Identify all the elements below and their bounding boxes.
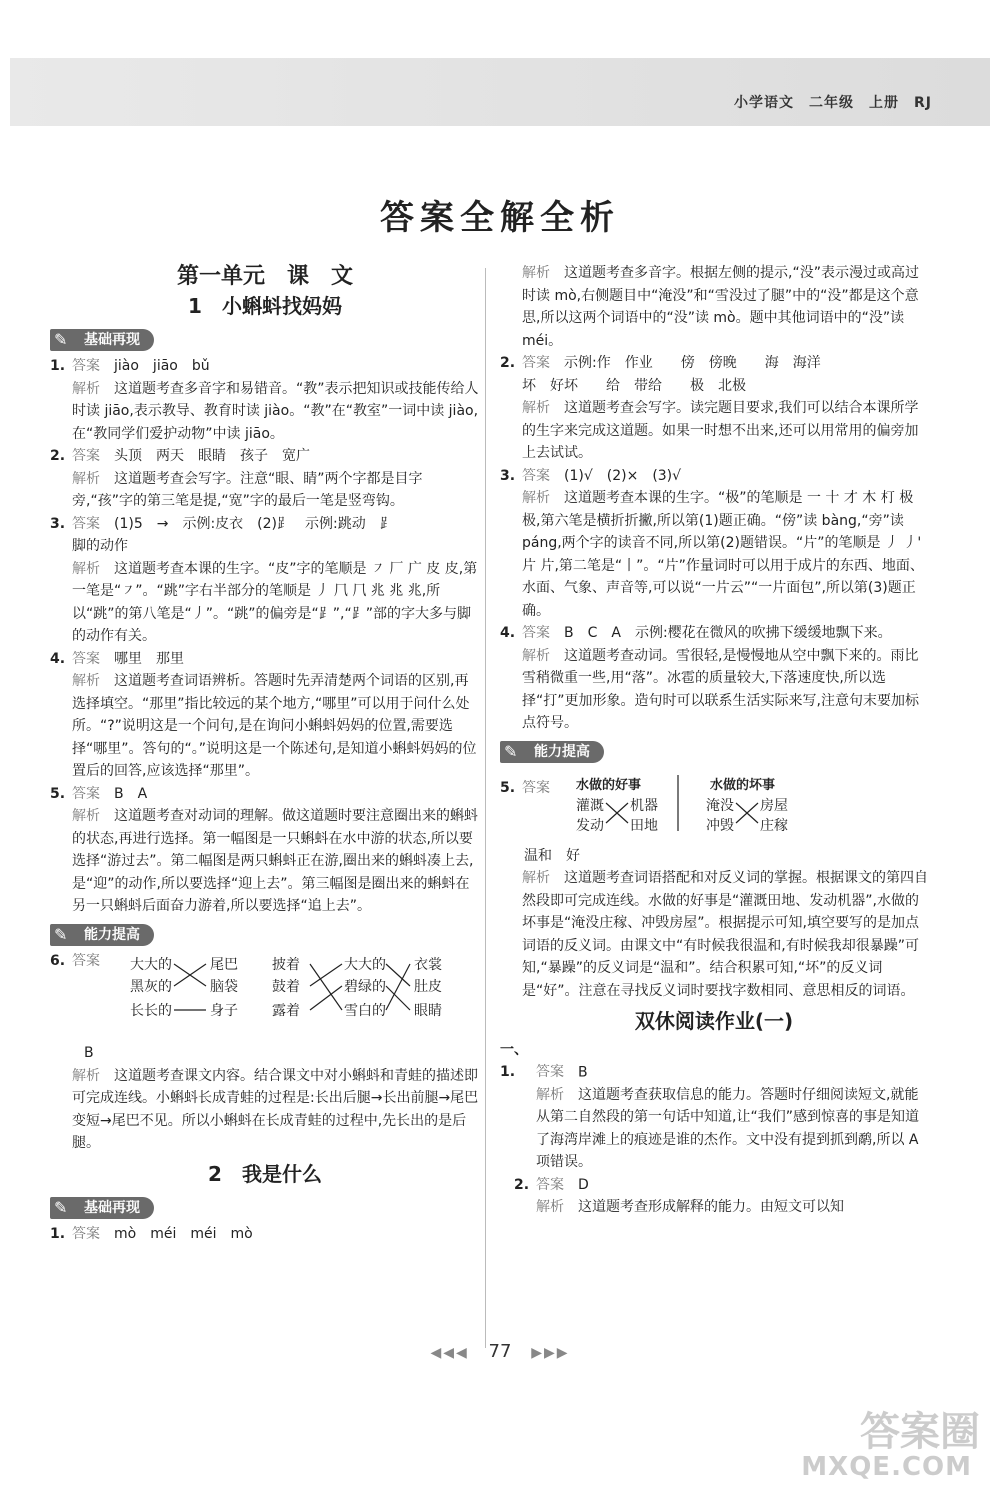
subject-line: 小学语文 二年级 上册 RJ (734, 95, 932, 111)
reading-analysis-2: 解析 这道题考查形成解释的能力。由短文可以知 (536, 1199, 844, 1215)
answer-6-cont: B (84, 1045, 94, 1061)
r-question-2: 2. 答案 示例:作 作业 傍 傍晚 海 海洋 (500, 355, 821, 371)
match-word: 露着 (272, 1003, 300, 1019)
prev-arrows-icon: ◀◀◀ (430, 1345, 469, 1361)
match-word: 眼睛 (414, 1003, 442, 1019)
match-word: 碧绿的 (344, 979, 386, 995)
question-4: 4. 答案 哪里 那里 (50, 650, 184, 667)
analysis-3: 解析 这道题考查本课的生字。“皮”字的笔顺是 ㇇ 厂 广 皮 皮,第一笔是“㇇”。“跳”字右半部分的笔顺是 丿 ⺇ ⺇ 兆 兆 兆,所以“跳”的第八笔是“丿”。“跳”的偏旁是“⻊”,“⻊”部的字大多与脚的动作有关。 (72, 560, 478, 644)
r-question-4: 4. 答案 B C A 示例:樱花在微风的吹拂下缓缓地飘下来。 (500, 625, 892, 641)
match-word: 衣裳 (414, 957, 442, 973)
match-word: 身子 (210, 1003, 238, 1019)
r-analysis-5: 解析 这道题考查词语搭配和对反义词的掌握。根据课文的第四自然段即可完成连线。水做的好事是“灌溉田地、发动机器”,水做的坏事是“淹没庄稼、冲毁房屋”。根据提示可知,填空要写的是加点词语的反义词。由课文中“有时候我很温和,有时候我却很暴躁”可知,“暴躁”的反义词是“温和”。结合积累可知,“坏”的反义词是“好”。注意在寻找反义词时要找字数相同、意思相反的词语。 (522, 870, 928, 999)
pen-icon: ✎ (54, 330, 68, 349)
analysis-r0: 解析 这道题考查多音字。根据左侧的提示,“没”表示漫过或高过时读 mò,右侧题目中“淹没”和“雪没过了腿”中的“没”都是这个意思,所以这两个词语中的“没”读 mò。题中其他词语中的“没”读 méi。 (522, 265, 919, 349)
pen-icon: ✎ (54, 1198, 68, 1217)
matching-diagram-6 (130, 954, 480, 1040)
answer-3-cont: 脚的动作 (72, 538, 128, 554)
watermark-url: MXQE.COM (801, 1452, 972, 1482)
r-question-3: 3. 答案 (1)√ (2)× (3)√ (500, 467, 682, 484)
match-word: 黑灰的 (130, 979, 172, 995)
match-word: 雪白的 (344, 1003, 386, 1019)
question-1: 1. 答案 jiào jiāo bǔ (50, 358, 210, 374)
tag-ability-2: ✎ 能力提高 (500, 741, 604, 763)
reading-question-1: 一、1. 答案 B (500, 1041, 588, 1080)
match-word: 脑袋 (210, 979, 238, 995)
r-analysis-3: 解析 这道题考查本课的生字。“极”的笔顺是 一 十 才 木 朾 极 极,第六笔是横折折撇,所以第(1)题正确。“傍”读 bàng,“旁”读 páng,两个字的读音不同,所以第(2)题错误。“片”的笔顺是 丿 丿' 片 片,第二笔是“丨”。“片”作量词时可以用于成片的东西、地面、水面、气象、声音等,可以说“一片云”“一片面包”,所以第(3)题正确。 (522, 490, 924, 619)
watermark-logo: 答案圈 (860, 1409, 980, 1455)
match-word: 鼓着 (272, 979, 300, 995)
question-6: 6. 答案 (50, 952, 100, 969)
pen-icon: ✎ (504, 741, 518, 761)
column-divider (485, 268, 486, 1348)
r-analysis-2: 解析 这道题考查会写字。读完题目要求,我们可以结合本课所学的生字来完成这道题。如果一时想不出来,还可以用常用的偏旁加上去试试。 (522, 400, 919, 461)
question-2: 2. 答案 头顶 两天 眼睛 孩子 宽广 (50, 448, 310, 464)
match-word: 肚皮 (414, 979, 442, 995)
r-analysis-4: 解析 这道题考查动词。雪很轻,是慢慢地从空中飘下来的。雨比雪稍微重一些,用“落”。冰雹的质量较大,下落速度快,所以选择“打”更加形象。造句时可以联系生活实际来写,注意句末要加标点符号。 (522, 647, 919, 731)
lesson1-title: 1 小蝌蚪找妈妈 (188, 293, 342, 318)
right-column (500, 262, 928, 1219)
question-5: 5. 答案 B A (50, 785, 148, 802)
left-column (50, 262, 480, 1246)
page-title: 答案全解全析 (380, 198, 620, 238)
good-title: 水做的好事 (576, 777, 642, 793)
analysis-1: 解析 这道题考查多音字和易错音。“教”表示把知识或技能传给人时读 jiāo,表示教导、教育时读 jiào。“教”在“教室”一词中读 jiào,在“教同学们爱护动物”中读 jiāo。 (72, 380, 479, 442)
tag-basic: ✎ 基础再现 (50, 329, 154, 351)
question-3: 3. 答案 (1)5 → 示例:皮衣 (2)⻊ 示例:跳动 ⻊ (50, 515, 394, 532)
r-answer-2-cont: 坏 好坏 给 带给 极 北极 (522, 377, 746, 394)
matching-diagram-r5: 5. 答案 水做的好事 水做的坏事 灌溉 发动 机器 田地 淹没 冲毁 房屋 庄稼 (500, 771, 928, 841)
match-word: 大大的 (344, 957, 386, 973)
reading-analysis-1: 解析 这道题考查获取信息的能力。答题时仔细阅读短文,就能从第二自然段的第一句话中知道,让“我们”感到惊喜的事是知道了海湾岸滩上的痕迹是谁的杰作。文中没有提到抓到鹬,所以 A 项错误。 (536, 1086, 919, 1170)
reading-question-2: 2. 答案 D (514, 1176, 589, 1193)
r-answer-5-cont: 温和 好 (524, 847, 580, 864)
match-word: 尾巴 (210, 957, 238, 973)
match-word: 大大的 (130, 957, 172, 973)
lesson2-title: 2 我是什么 (208, 1161, 322, 1186)
tag-basic-2: ✎ 基础再现 (50, 1197, 154, 1219)
tag-ability: ✎ 能力提高 (50, 924, 154, 946)
analysis-5: 解析 这道题考查对动词的理解。做这道题时要注意圈出来的蝌蚪的状态,再进行选择。第一幅图是一只蝌蚪在水中游的状态,所以要选择“游过去”。第二幅图是两只蝌蚪正在游,圈出来的蝌蚪凑上去,是“迎”的动作,所以要选择“迎上去”。第三幅图是圈出来的蝌蚪在另一只蝌蚪后面奋力游着,所以要选择“追上去”。 (72, 808, 478, 914)
bad-title: 水做的坏事 (710, 777, 776, 793)
analysis-2: 解析 这道题考查会写字。注意“眼、睛”两个字都是目字旁,“孩”字的第三笔是提,“宽”字的最后一笔是竖弯钩。 (72, 470, 423, 509)
reading-title: 双休阅读作业(一) (634, 1009, 794, 1033)
page-footer (0, 1341, 1000, 1362)
match-word: 披着 (272, 957, 300, 973)
analysis-6: 解析 这道题考查课文内容。结合课文中对小蝌蚪和青蛙的描述即可完成连线。小蝌蚪长成青蛙的过程是:长出后腿→长出前腿→尾巴变短→尾巴不见。所以小蝌蚪在长成青蛙的过程中,先长出的是后腿。 (72, 1067, 479, 1151)
l2-question-1: 1. 答案 mò méi méi mò (50, 1226, 253, 1242)
match-word: 长长的 (130, 1003, 172, 1019)
analysis-4: 解析 这道题考查词语辨析。答题时先弄清楚两个词语的区别,再选择填空。“那里”指比较远的某个地方,“哪里”可以用于问什么处所。“?”说明这是一个问句,是在询问小蝌蚪妈妈的位置,需要选择“哪里”。答句的“。”说明这是一个陈述句,是知道小蝌蚪妈妈的位置后的回答,应该选择“那里”。 (72, 673, 477, 779)
pen-icon: ✎ (54, 924, 68, 944)
next-arrows-icon: ▶▶▶ (531, 1345, 570, 1361)
page-number: 77 (488, 1341, 512, 1362)
unit-title: 第一单元 课 文 (176, 264, 353, 289)
